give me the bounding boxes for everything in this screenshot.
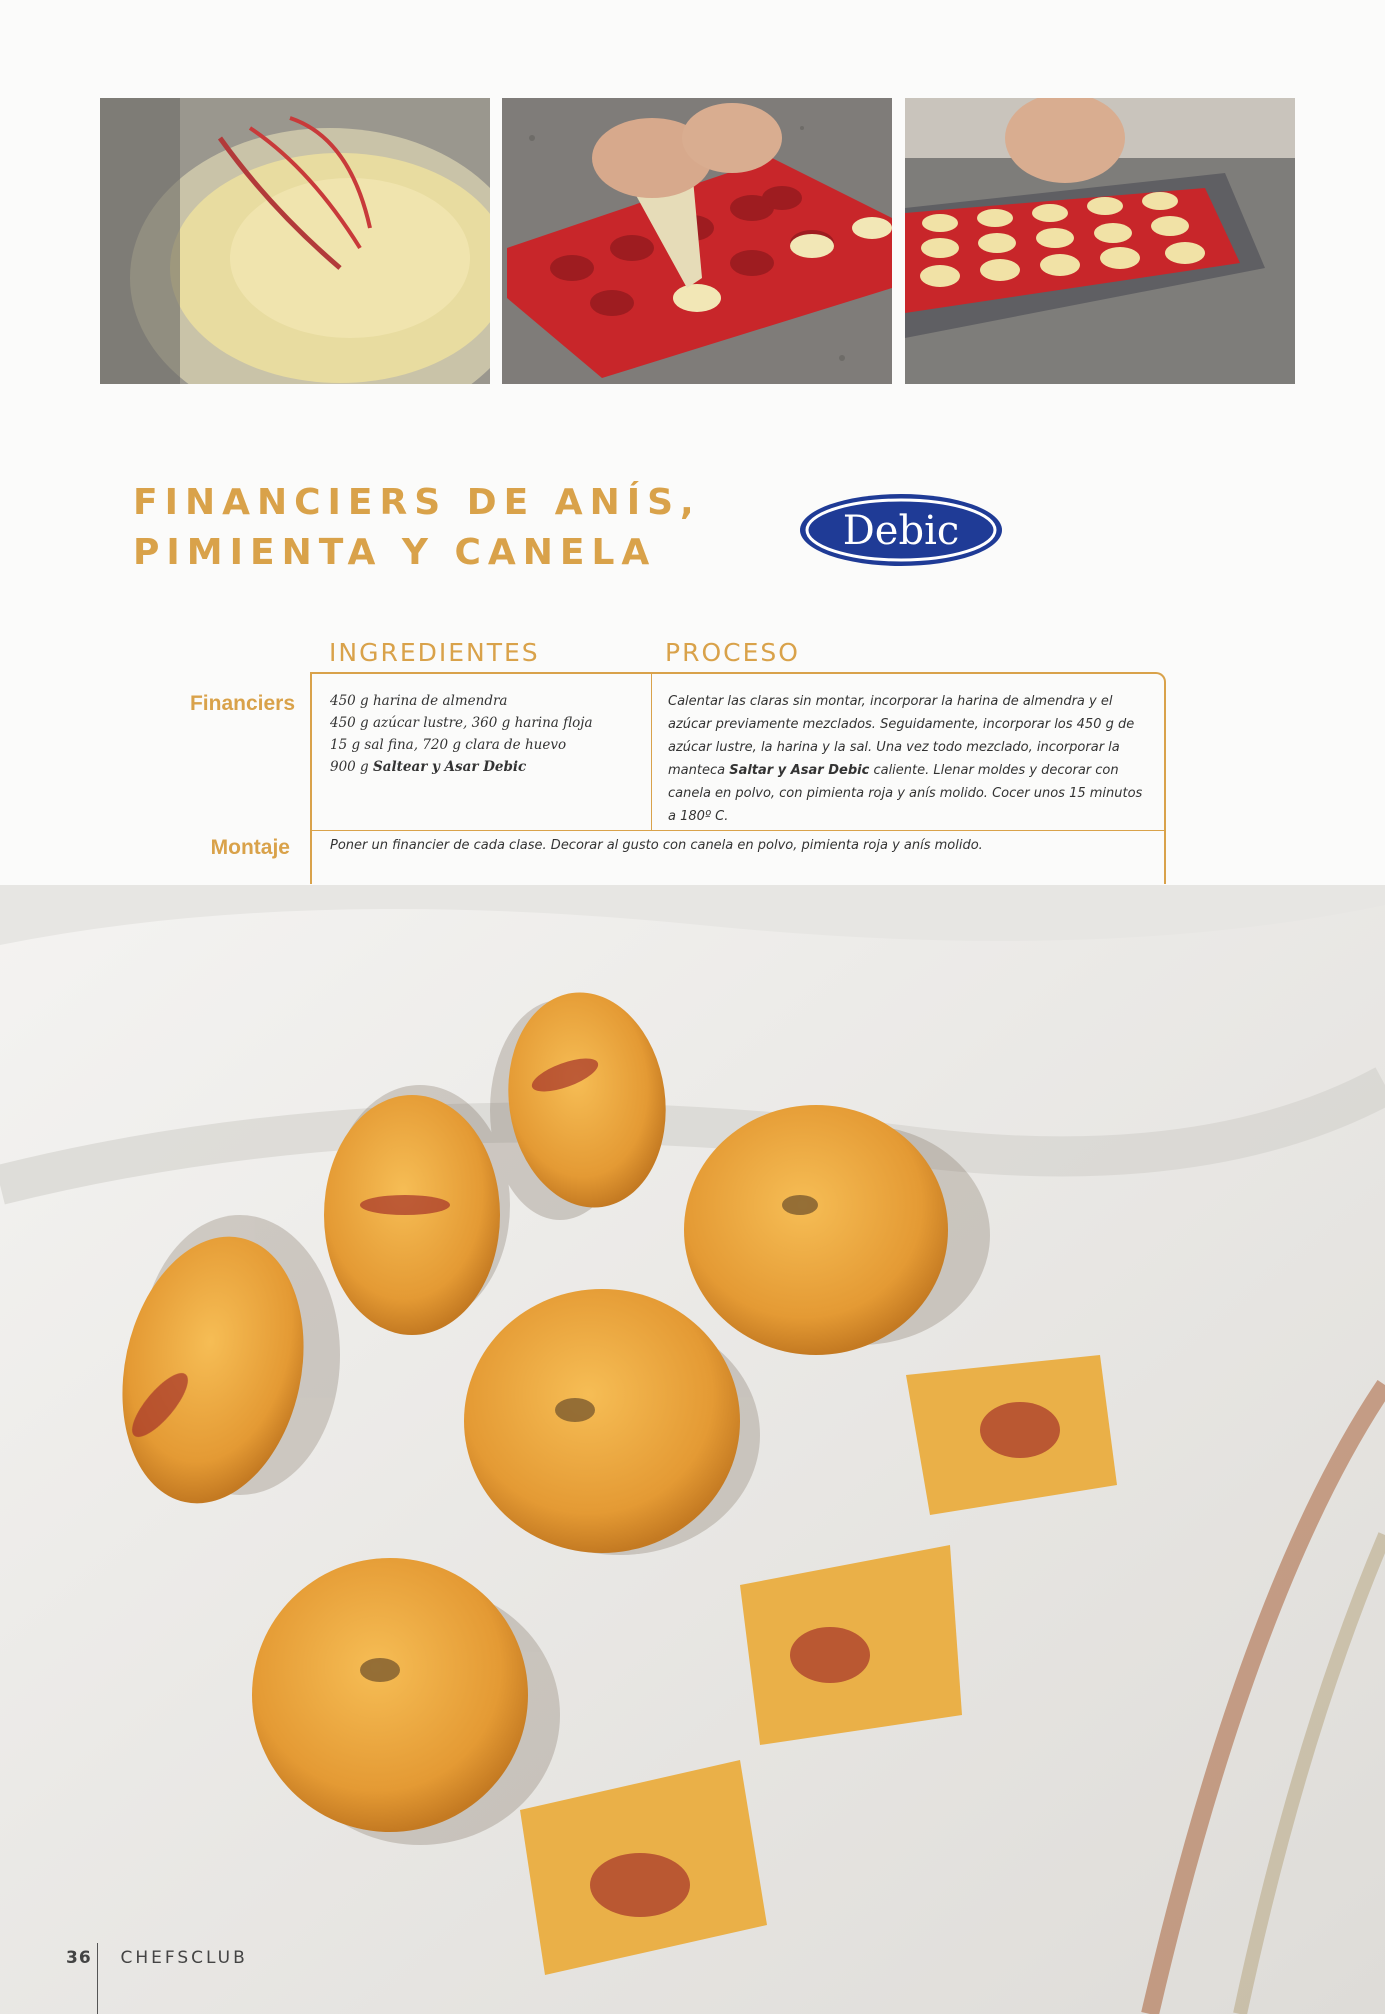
- page-footer: [66, 1948, 248, 1968]
- ingredient-item: 15 g sal fina, 720 g clara de huevo: [330, 737, 567, 753]
- page-number: 36: [66, 1948, 92, 1968]
- ingredient-item: 450 g azúcar lustre, 360 g harina floja: [330, 715, 593, 731]
- financiers-label: Financiers: [189, 692, 295, 715]
- process-part-1: Calentar las claras sin montar, incorporar la harina de almendra y el azúcar previamente mezclados. Seguidamente, incorporar los 450 g de azúcar lustre, la harina y la sal. Una vez todo mezclado, incorporar la manteca: [668, 694, 1135, 778]
- main-photo-financiers: [0, 885, 1385, 2014]
- recipe-title: [133, 478, 701, 578]
- process-text: [668, 690, 1148, 828]
- title-line-1: FINANCIERS DE ANÍS,: [133, 482, 701, 523]
- debic-logo: [798, 492, 1004, 573]
- process-header: PROCESO: [665, 638, 800, 667]
- step-photo-piping: [502, 98, 892, 384]
- ingredient-product: Saltear y Asar Debic: [373, 759, 527, 775]
- ingredients-header: INGREDIENTES: [329, 638, 540, 667]
- montaje-text: Poner un financier de cada clase. Decorar al gusto con canela en polvo, pimienta roja y anís molido.: [330, 838, 983, 853]
- magazine-name: CHEFSCLUB: [120, 1948, 248, 1968]
- ingredient-item: [330, 756, 593, 778]
- logo-text: Debic: [842, 508, 960, 554]
- process-part-2: caliente. Llenar moldes y decorar con canela en polvo, con pimienta roja y anís molido. Cocer unos 15 minutos a 180º C.: [668, 763, 1143, 824]
- title-line-2: PIMIENTA Y CANELA: [133, 532, 657, 573]
- recipe-table: [310, 672, 1166, 831]
- step-photo-mixing: [100, 98, 490, 384]
- ingredients-list: [330, 690, 593, 778]
- step-photo-decorating: [905, 98, 1295, 384]
- ingredient-quantity: 900 g: [330, 759, 373, 775]
- ingredient-item: 450 g harina de almendra: [330, 693, 508, 709]
- montaje-box: [310, 828, 1166, 884]
- process-product: Saltar y Asar Debic: [729, 763, 870, 778]
- table-divider: [651, 674, 652, 830]
- montaje-label: Montaje: [210, 836, 290, 859]
